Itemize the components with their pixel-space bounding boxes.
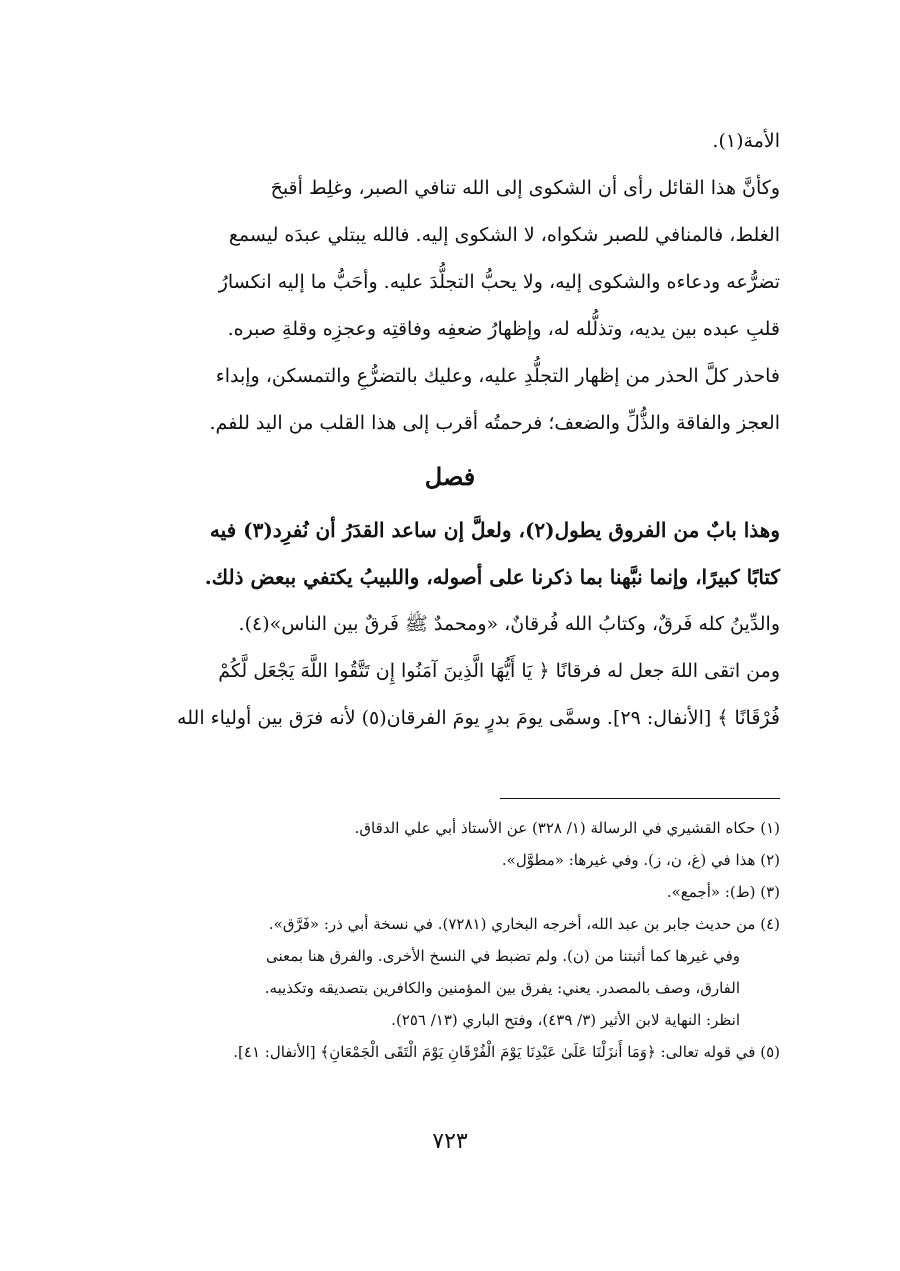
text-line-5: قلبِ عبده بين يديه، وتذلُّله له، وإظهارُ ضعفِه وفاقتِه وعجزِه وقلةِ صبره. (227, 318, 780, 340)
text-line-4: تضرُّعه ودعاءه والشكوى إليه، ولا يحبُّ التجلُّدَ عليه. وأحَبُّ ما إليه انكسارُ (218, 271, 780, 293)
section-heading: فصل (424, 462, 476, 491)
footnote-4-line-2: وفي غيرها كما أثبتنا من (ن). ولم تضبط في النسخ الأخرى. والفرق هنا بمعنى (266, 947, 740, 965)
page-number: ٧٢٣ (432, 1129, 468, 1154)
text-line-2: وكأنَّ هذا القائل رأى أن الشكوى إلى الله تنافي الصبر، وغلِط أقبحَ (270, 177, 780, 199)
main-text (120, 118, 780, 742)
footnote-divider (500, 798, 780, 799)
text-line-7: العجز والفاقة والذُّلِّ والضعف؛ فرحمتُه أقرب إلى هذا القلب من اليد للفم. (209, 412, 780, 434)
footnotes (120, 798, 780, 1068)
footnote-1: (١) حكاه القشيري في الرسالة (١/ ٣٢٨) عن الأستاذ أبي علي الدقاق. (354, 819, 780, 837)
footnote-2: (٢) هذا في (غ، ن، ز). وفي غيرها: «مطوَّل». (501, 851, 780, 869)
footnote-4-line-4: انظر: النهاية لابن الأثير (٣/ ٤٣٩)، وفتح الباري (١٣/ ٢٥٦). (391, 1011, 740, 1029)
text-line-13: فُرْقَانًا ﴾ [الأنفال: ٢٩]. وسمَّى يومَ بدرٍ يومَ الفرقان(٥) لأنه فرَق بين أولياء الله (177, 707, 780, 729)
text-line-10: كتابًا كبيرًا، وإنما نبَّهنا بما ذكرنا على أصوله، واللبيبُ يكتفي ببعض ذلك. (204, 565, 780, 589)
footnote-4: (٤) من حديث جابر بن عبد الله، أخرجه البخاري (٧٢٨١). في نسخة أبي ذر: «فَرَّق». (268, 915, 780, 933)
footnote-4-line-3: الفارق، وصف بالمصدر. يعني: يفرق بين المؤمنين والكافرين بتصديقه وتكذيبه. (264, 979, 740, 997)
text-line-6: فاحذر كلَّ الحذر من إظهار التجلُّدِ عليه، وعليك بالتضرُّعِ والتمسكن، وإبداء (215, 365, 780, 387)
footnote-3: (٣) (ط): «أجمع». (666, 883, 780, 901)
text-line-12: ومن اتقى اللهَ جعل له فرقانًا ﴿ يَا أَيُّهَا الَّذِينَ آمَنُوا إِن تَتَّقُوا اللَّهَ يَجْعَل لَّكُمْ (218, 660, 780, 682)
text-line-1: الأمة(١). (712, 130, 780, 152)
text-line-9: وهذا بابٌ من الفروق يطول(٢)، ولعلَّ إن ساعد القدَرُ أن نُفرِد(٣) فيه (209, 518, 780, 542)
text-line-3: الغلط، فالمنافي للصبر شكواه، لا الشكوى إليه. فالله يبتلي عبدَه ليسمع (228, 224, 780, 246)
text-line-11: والدِّينُ كله فَرقٌ، وكتابُ الله فُرقانٌ، «ومحمدٌ ﷺ فَرقٌ بين الناس»(٤). (238, 613, 780, 635)
footnote-5: (٥) في قوله تعالى: ﴿وَمَا أَنزَلْنَا عَلَىٰ عَبْدِنَا يَوْمَ الْفُرْقَانِ يَوْمَ الْتَقَى الْجَمْعَانِ﴾ [الأنفال: ٤١]. (233, 1043, 780, 1061)
